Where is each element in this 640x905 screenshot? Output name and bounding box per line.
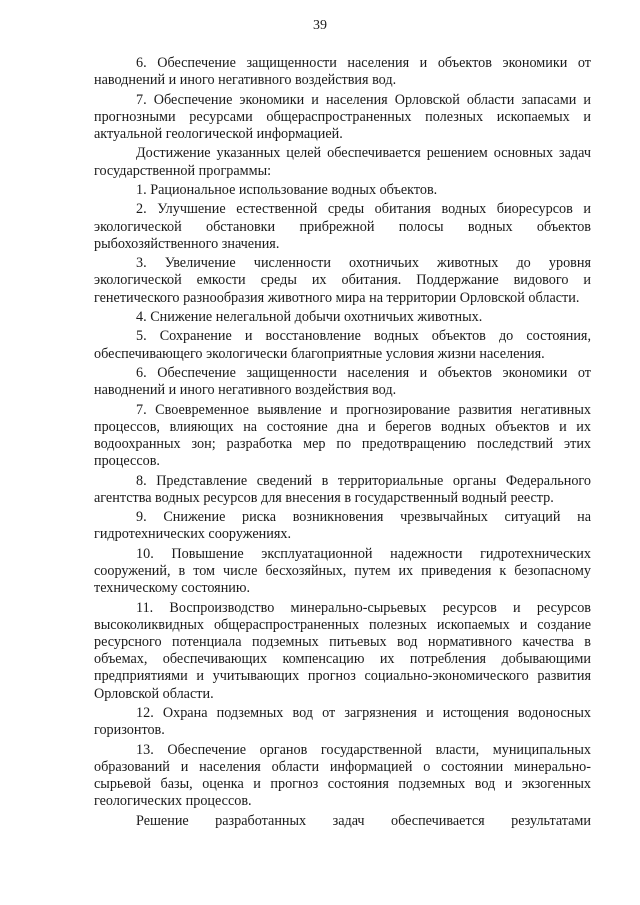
paragraph: 7. Своевременное выявление и прогнозирование развития негативных процессов, влияющих на состояние дна и берегов водных объектов и их водоохранных зон; разработка мер по предотвращению последствий этих процессов. bbox=[94, 401, 591, 470]
page-number: 39 bbox=[313, 18, 327, 33]
paragraph: 6. Обеспечение защищенности населения и объектов экономики от наводнений и иного негативного воздействия вод. bbox=[94, 55, 591, 89]
paragraph: 3. Увеличение численности охотничьих животных до уровня экологической емкости среды их обитания. Поддержание видового и генетического разнообразия животного мира на территории Орловской области. bbox=[94, 255, 591, 306]
paragraph: Решение разработанных задач обеспечивается результатами bbox=[136, 812, 591, 829]
paragraph: 11. Воспроизводство минерально-сырьевых ресурсов и ресурсов высоколиквидных общераспространенных полезных ископаемых и создание ресурсного потенциала подземных питьевых вод нормативного качества в объемах, обеспечивающих компенсацию их потребления добывающими предприятиями и учитывающих прогноз социально-экономического развития Орловской области. bbox=[94, 599, 591, 702]
paragraph: 8. Представление сведений в территориальные органы Федерального агентства водных ресурсов для внесения в государственный водный реестр. bbox=[94, 472, 591, 506]
paragraph: 12. Охрана подземных вод от загрязнения и истощения водоносных горизонтов. bbox=[94, 704, 591, 739]
document-body bbox=[94, 55, 591, 832]
paragraph: 2. Улучшение естественной среды обитания водных биоресурсов и экологической обстановки прибрежной полосы водных объектов рыбохозяйственного значения. bbox=[94, 201, 591, 252]
paragraph: 9. Снижение риска возникновения чрезвычайных ситуаций на гидротехнических сооружениях. bbox=[94, 509, 591, 543]
paragraph: 6. Обеспечение защищенности населения и объектов экономики от наводнений и иного негативного воздействия вод. bbox=[94, 364, 591, 399]
paragraph: 13. Обеспечение органов государственной власти, муниципальных образований и населения области информацией о состоянии минерально-сырьевой базы, оценка и прогноз состояния подземных вод и экзогенных геологических процессов. bbox=[94, 741, 591, 810]
paragraph: Достижение указанных целей обеспечивается решением основных задач государственной программы: bbox=[94, 145, 591, 179]
paragraph: 7. Обеспечение экономики и населения Орловской области запасами и прогнозными ресурсами общераспространенных полезных ископаемых и актуальной геологической информацией. bbox=[94, 91, 591, 142]
paragraph: 10. Повышение эксплуатационной надежности гидротехнических сооружений, в том числе бесхозяйных, путем их приведения к безопасному техническому состоянию. bbox=[94, 545, 591, 597]
paragraph: 1. Рациональное использование водных объектов. bbox=[136, 181, 438, 198]
paragraph: 4. Снижение нелегальной добычи охотничьих животных. bbox=[136, 308, 483, 325]
paragraph: 5. Сохранение и восстановление водных объектов до состояния, обеспечивающего экологически благоприятные условия жизни населения. bbox=[94, 328, 591, 362]
